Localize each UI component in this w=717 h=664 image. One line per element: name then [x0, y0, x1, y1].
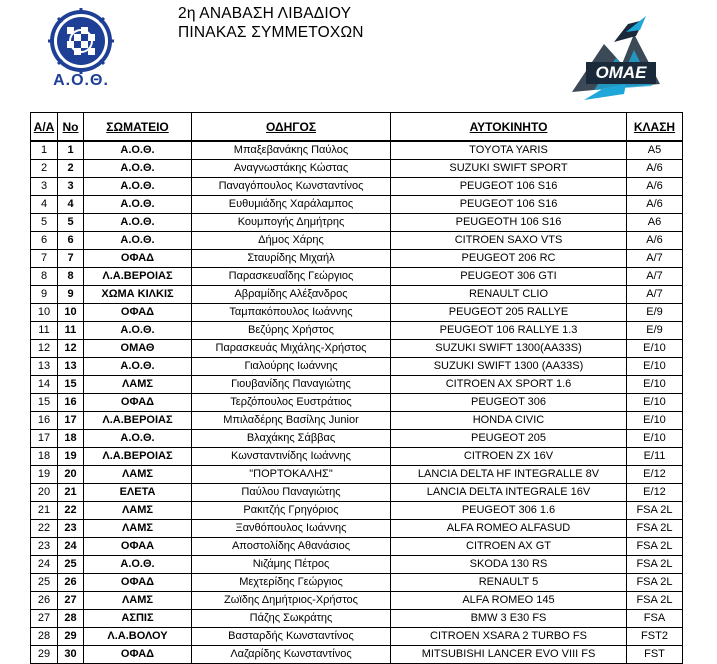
cell-class: FSA 2L: [627, 502, 683, 520]
cell-club: Α.Ο.Θ.: [84, 141, 192, 160]
cell-aa: 16: [31, 412, 58, 430]
cell-driver: Νιζάμης Πέτρος: [192, 556, 391, 574]
cell-driver: Κουμπογής Δημήτρης: [192, 214, 391, 232]
table-row: [31, 268, 683, 286]
cell-class: FSA 2L: [627, 520, 683, 538]
cell-number: 8: [58, 268, 84, 286]
cell-class: FST: [627, 646, 683, 664]
cell-car: CITROEN AX GT: [391, 538, 627, 556]
cell-driver: Αναγνωστάκης Κώστας: [192, 160, 391, 178]
cell-car: SUZUKI SWIFT 1300(AA33S): [391, 340, 627, 358]
cell-number: 3: [58, 178, 84, 196]
cell-number: 20: [58, 466, 84, 484]
cell-driver: Ρακιτζής Γρηγόριος: [192, 502, 391, 520]
cell-driver: Λαζαρίδης Κωνσταντίνος: [192, 646, 391, 664]
cell-club: Α.Ο.Θ.: [84, 322, 192, 340]
cell-aa: 19: [31, 466, 58, 484]
cell-driver: Δήμος Χάρης: [192, 232, 391, 250]
cell-aa: 1: [31, 141, 58, 160]
cell-car: PEUGEOT 106 S16: [391, 178, 627, 196]
cell-car: TOYOTA YARIS: [391, 141, 627, 160]
cell-club: ΟΦΑΔ: [84, 646, 192, 664]
cell-class: A/7: [627, 286, 683, 304]
cell-number: 12: [58, 340, 84, 358]
cell-aa: 7: [31, 250, 58, 268]
cell-number: 16: [58, 394, 84, 412]
cell-aa: 3: [31, 178, 58, 196]
cell-number: 5: [58, 214, 84, 232]
cell-driver: Παρασκευάς Μιχάλης-Χρήστος: [192, 340, 391, 358]
cell-class: FST2: [627, 628, 683, 646]
cell-class: E/12: [627, 466, 683, 484]
cell-club: ΟΦΑΑ: [84, 538, 192, 556]
cell-driver: Τερζόπουλος Ευστράτιος: [192, 394, 391, 412]
title-event: 2η ΑΝΑΒΑΣΗ ΛΙΒΑΔΙΟΥ: [178, 5, 352, 22]
col-header-class: ΚΛΑΣΗ: [627, 113, 683, 142]
cell-car: LANCIA DELTA HF INTEGRALLE 8V: [391, 466, 627, 484]
cell-number: 4: [58, 196, 84, 214]
cell-number: 26: [58, 574, 84, 592]
cell-class: FSA: [627, 610, 683, 628]
cell-car: MITSUBISHI LANCER EVO VIII FS: [391, 646, 627, 664]
cell-aa: 18: [31, 448, 58, 466]
cell-car: PEUGEOT 306 GTI: [391, 268, 627, 286]
cell-club: Α.Ο.Θ.: [84, 430, 192, 448]
cell-car: CITROEN AX SPORT 1.6: [391, 376, 627, 394]
cell-class: E/10: [627, 376, 683, 394]
cell-class: A6: [627, 214, 683, 232]
table-row: [31, 394, 683, 412]
cell-number: 6: [58, 232, 84, 250]
cell-number: 2: [58, 160, 84, 178]
cell-number: 7: [58, 250, 84, 268]
cell-class: FSA 2L: [627, 556, 683, 574]
col-header-aa: Α/Α: [31, 113, 58, 142]
cell-driver: Ξανθόπουλος Ιωάννης: [192, 520, 391, 538]
cell-class: E/10: [627, 340, 683, 358]
cell-club: Λ.Α.ΒΕΡΟΙΑΣ: [84, 412, 192, 430]
cell-car: PEUGEOT 205 RALLYE: [391, 304, 627, 322]
cell-aa: 22: [31, 520, 58, 538]
cell-car: PEUGEOT 106 RALLYE 1.3: [391, 322, 627, 340]
cell-driver: Σταυρίδης Μιχαήλ: [192, 250, 391, 268]
cell-car: CITROEN ZX 16V: [391, 448, 627, 466]
cell-aa: 26: [31, 592, 58, 610]
cell-club: Α.Ο.Θ.: [84, 160, 192, 178]
cell-number: 11: [58, 322, 84, 340]
table-row: [31, 520, 683, 538]
cell-number: 9: [58, 286, 84, 304]
cell-class: A/7: [627, 250, 683, 268]
table-row: [31, 250, 683, 268]
cell-club: ΛΑΜΣ: [84, 376, 192, 394]
cell-driver: Βασταρδής Κωνσταντίνος: [192, 628, 391, 646]
cell-aa: 17: [31, 430, 58, 448]
cell-number: 23: [58, 520, 84, 538]
cell-club: ΑΣΠΙΣ: [84, 610, 192, 628]
cell-number: 17: [58, 412, 84, 430]
cell-car: ALFA ROMEO 145: [391, 592, 627, 610]
cell-aa: 11: [31, 322, 58, 340]
table-row: [31, 358, 683, 376]
cell-class: FSA 2L: [627, 574, 683, 592]
cell-driver: Παρασκευαΐδης Γεώργιος: [192, 268, 391, 286]
cell-aa: 5: [31, 214, 58, 232]
cell-car: CITROEN SAXO VTS: [391, 232, 627, 250]
table-row: [31, 430, 683, 448]
table-row: [31, 286, 683, 304]
cell-driver: Βλαχάκης Σάββας: [192, 430, 391, 448]
cell-number: 22: [58, 502, 84, 520]
cell-aa: 4: [31, 196, 58, 214]
cell-class: E/11: [627, 448, 683, 466]
cell-driver: Παναγόπουλος Κωνσταντίνος: [192, 178, 391, 196]
table-row: [31, 196, 683, 214]
cell-aa: 20: [31, 484, 58, 502]
cell-club: ΛΑΜΣ: [84, 502, 192, 520]
cell-aa: 13: [31, 358, 58, 376]
cell-aa: 24: [31, 556, 58, 574]
title-entries: ΠΙΝΑΚΑΣ ΣΥΜΜΕΤΟΧΩΝ: [178, 24, 364, 41]
cell-number: 1: [58, 141, 84, 160]
table-row: [31, 232, 683, 250]
table-row: [31, 556, 683, 574]
col-header-car: ΑΥΤΟΚΙΝΗΤΟ: [391, 113, 627, 142]
cell-driver: "ΠΟΡΤΟΚΑΛΗΣ": [192, 466, 391, 484]
col-header-club: ΣΩΜΑΤΕΙΟ: [84, 113, 192, 142]
cell-car: SUZUKI SWIFT SPORT: [391, 160, 627, 178]
cell-car: HONDA CIVIC: [391, 412, 627, 430]
cell-number: 30: [58, 646, 84, 664]
cell-class: A/6: [627, 232, 683, 250]
cell-club: ΕΛΕΤΑ: [84, 484, 192, 502]
cell-club: Α.Ο.Θ.: [84, 358, 192, 376]
cell-class: A/7: [627, 268, 683, 286]
cell-club: Λ.Α.ΒΟΛΟΥ: [84, 628, 192, 646]
cell-club: ΛΑΜΣ: [84, 520, 192, 538]
cell-number: 27: [58, 592, 84, 610]
table-row: [31, 178, 683, 196]
cell-aa: 10: [31, 304, 58, 322]
omae-logo: [564, 14, 682, 102]
omae-logo-text: ΟΜΑΕ: [595, 63, 647, 82]
cell-club: Α.Ο.Θ.: [84, 556, 192, 574]
cell-club: Λ.Α.ΒΕΡΟΙΑΣ: [84, 268, 192, 286]
table-row: [31, 214, 683, 232]
table-row: [31, 160, 683, 178]
cell-club: Α.Ο.Θ.: [84, 214, 192, 232]
cell-aa: 12: [31, 340, 58, 358]
cell-club: ΛΑΜΣ: [84, 592, 192, 610]
table-row: [31, 610, 683, 628]
cell-club: ΟΦΑΔ: [84, 304, 192, 322]
cell-club: Α.Ο.Θ.: [84, 178, 192, 196]
table-row: [31, 574, 683, 592]
cell-class: E/10: [627, 394, 683, 412]
cell-class: E/10: [627, 358, 683, 376]
table-row: [31, 304, 683, 322]
cell-aa: 28: [31, 628, 58, 646]
cell-aa: 9: [31, 286, 58, 304]
cell-driver: Κωνσταντινίδης Ιωάννης: [192, 448, 391, 466]
col-header-no: Νο: [58, 113, 84, 142]
cell-class: E/9: [627, 304, 683, 322]
cell-car: RENAULT 5: [391, 574, 627, 592]
cell-aa: 15: [31, 394, 58, 412]
cell-number: 19: [58, 448, 84, 466]
page-title: [178, 4, 364, 42]
cell-driver: Αποστολίδης Αθανάσιος: [192, 538, 391, 556]
cell-driver: Παύλου Παναγιώτης: [192, 484, 391, 502]
cell-class: FSA 2L: [627, 538, 683, 556]
cell-club: Λ.Α.ΒΕΡΟΙΑΣ: [84, 448, 192, 466]
table-row: [31, 628, 683, 646]
cell-car: PEUGEOTH 106 S16: [391, 214, 627, 232]
cell-club: ΛΑΜΣ: [84, 466, 192, 484]
cell-car: SKODA 130 RS: [391, 556, 627, 574]
table-header-row: [31, 113, 683, 142]
table-row: [31, 412, 683, 430]
cell-club: Α.Ο.Θ.: [84, 196, 192, 214]
table-row: [31, 592, 683, 610]
cell-club: ΧΩΜΑ ΚΙΛΚΙΣ: [84, 286, 192, 304]
cell-aa: 8: [31, 268, 58, 286]
cell-club: ΟΜΑΘ: [84, 340, 192, 358]
cell-number: 29: [58, 628, 84, 646]
aoth-logo-text: Α.Ο.Θ.: [53, 72, 109, 89]
cell-number: 15: [58, 376, 84, 394]
cell-club: ΟΦΑΔ: [84, 394, 192, 412]
cell-car: ALFA ROMEO ALFASUD: [391, 520, 627, 538]
cell-car: PEUGEOT 306 1.6: [391, 502, 627, 520]
cell-driver: Ταμπακόπουλος Ιωάννης: [192, 304, 391, 322]
cell-class: FSA 2L: [627, 592, 683, 610]
cell-class: A/6: [627, 196, 683, 214]
cell-class: A/6: [627, 160, 683, 178]
cell-driver: Μπιλαδέρης Βασίλης Junior: [192, 412, 391, 430]
cell-number: 21: [58, 484, 84, 502]
cell-club: ΟΦΑΔ: [84, 250, 192, 268]
table-row: [31, 502, 683, 520]
cell-driver: Πάζης Σωκράτης: [192, 610, 391, 628]
cell-class: E/10: [627, 430, 683, 448]
cell-driver: Ζωϊδης Δημήτριος-Χρήστος: [192, 592, 391, 610]
cell-driver: Βεζύρης Χρήστος: [192, 322, 391, 340]
cell-class: A/6: [627, 178, 683, 196]
table-row: [31, 141, 683, 160]
cell-aa: 6: [31, 232, 58, 250]
cell-car: LANCIA DELTA INTEGRALE 16V: [391, 484, 627, 502]
table-row: [31, 484, 683, 502]
cell-driver: Ευθυμιάδης Χαράλαμπος: [192, 196, 391, 214]
table-row: [31, 340, 683, 358]
aoth-logo: [36, 8, 126, 92]
entries-table: [30, 112, 683, 664]
cell-car: PEUGEOT 206 RC: [391, 250, 627, 268]
cell-aa: 2: [31, 160, 58, 178]
cell-car: CITROEN XSARA 2 TURBO FS: [391, 628, 627, 646]
cell-number: 28: [58, 610, 84, 628]
cell-driver: Μπαξεβανάκης Παύλος: [192, 141, 391, 160]
cell-car: BMW 3 E30 FS: [391, 610, 627, 628]
cell-driver: Αβραμίδης Αλέξανδρος: [192, 286, 391, 304]
cell-car: RENAULT CLIO: [391, 286, 627, 304]
cell-driver: Γιαλούρης Ιωάννης: [192, 358, 391, 376]
cell-car: SUZUKI SWIFT 1300 (AA33S): [391, 358, 627, 376]
cell-driver: Γιουβανίδης Παναγιώτης: [192, 376, 391, 394]
cell-club: ΟΦΑΔ: [84, 574, 192, 592]
cell-class: A5: [627, 141, 683, 160]
table-row: [31, 376, 683, 394]
cell-aa: 27: [31, 610, 58, 628]
cell-aa: 25: [31, 574, 58, 592]
table-row: [31, 448, 683, 466]
table-row: [31, 322, 683, 340]
cell-class: E/9: [627, 322, 683, 340]
cell-car: PEUGEOT 205: [391, 430, 627, 448]
col-header-driver: ΟΔΗΓΟΣ: [192, 113, 391, 142]
table-row: [31, 646, 683, 664]
cell-aa: 14: [31, 376, 58, 394]
table-row: [31, 466, 683, 484]
cell-car: PEUGEOT 306: [391, 394, 627, 412]
cell-car: PEUGEOT 106 S16: [391, 196, 627, 214]
cell-club: Α.Ο.Θ.: [84, 232, 192, 250]
cell-aa: 29: [31, 646, 58, 664]
cell-number: 13: [58, 358, 84, 376]
cell-driver: Μεχτερίδης Γεώργιος: [192, 574, 391, 592]
cell-aa: 21: [31, 502, 58, 520]
cell-class: E/10: [627, 412, 683, 430]
cell-number: 18: [58, 430, 84, 448]
cell-number: 25: [58, 556, 84, 574]
cell-class: E/12: [627, 484, 683, 502]
table-row: [31, 538, 683, 556]
cell-number: 24: [58, 538, 84, 556]
cell-number: 10: [58, 304, 84, 322]
cell-aa: 23: [31, 538, 58, 556]
